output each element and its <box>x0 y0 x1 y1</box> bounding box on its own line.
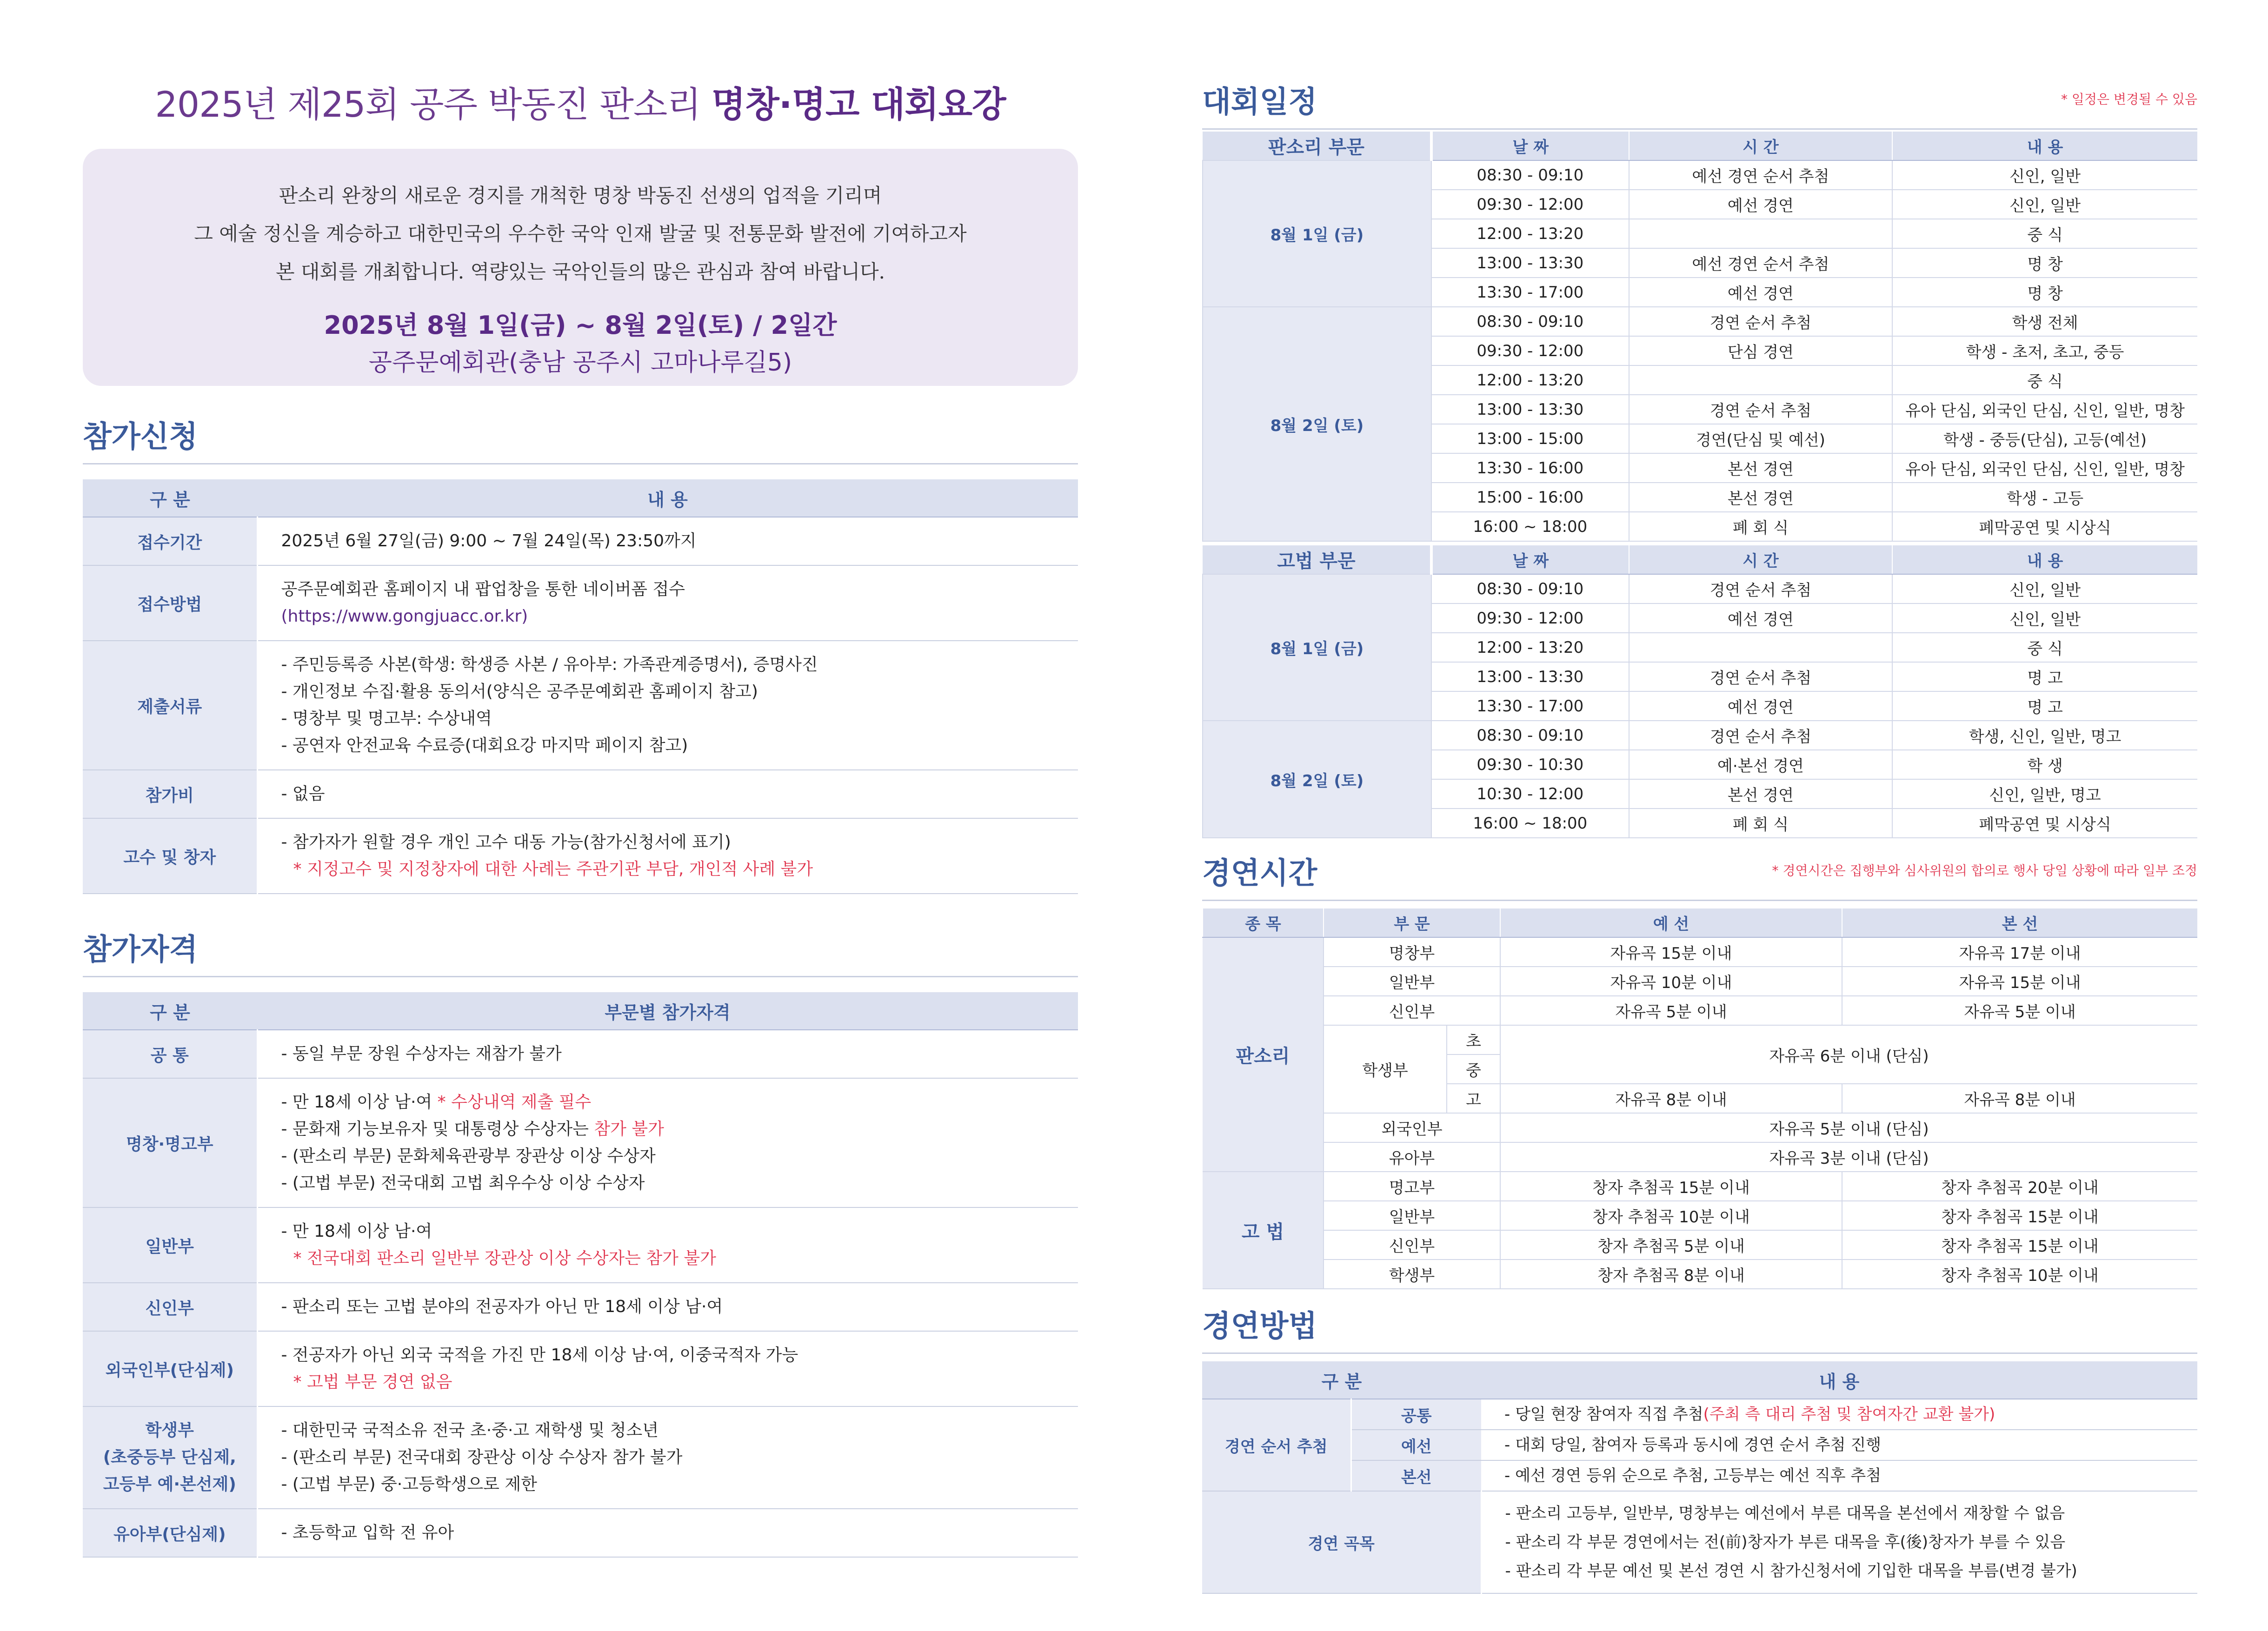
event-cell: 예선 경연 <box>1629 603 1892 633</box>
homepage-link[interactable]: (https://www.gongjuacc.or.kr) <box>281 607 528 626</box>
col-header: 본 선 <box>1842 908 2197 937</box>
intro-line: 그 예술 정신을 계승하고 대한민국의 우수한 국악 인재 발굴 및 전통문화 발전에 기여하고자 <box>194 222 967 245</box>
doc-item: - 주민등록증 사본(학생: 학생증 사본 / 유아부: 가족관계증명서), 증명사진 <box>281 655 818 674</box>
method-text: - 당일 현장 참여자 직접 추첨 <box>1504 1405 1703 1424</box>
qualify-heading: 참가자격 <box>83 931 1078 977</box>
newcomer-value: - 판소리 또는 고법 분야의 전공자가 아닌 만 18세 이상 남·여 <box>257 1283 1078 1331</box>
col-header: 구 분 <box>1202 1361 1481 1399</box>
time-cell: 09:30 - 12:00 <box>1431 336 1629 365</box>
apply-table <box>83 479 1078 894</box>
target-cell: 신인, 일반 <box>1892 160 2197 190</box>
page-title <box>83 79 1078 130</box>
row-label: 경연 순서 추첨 <box>1202 1399 1351 1491</box>
col-header: 구 분 <box>83 992 257 1030</box>
event-dates: 2025년 8월 1일(금) ~ 8월 2일(토) / 2일간 <box>324 311 837 340</box>
event-cell: 경연 순서 추첨 <box>1629 395 1892 424</box>
col-header: 시 간 <box>1629 545 1892 574</box>
col-header: 내 용 <box>257 479 1078 517</box>
merged-cell: 자유곡 3분 이내 (단심) <box>1500 1142 2197 1172</box>
col-header: 부 문 <box>1324 908 1500 937</box>
gosu-line: - 참가자가 원할 경우 개인 고수 대동 가능(참가신청서에 표기) <box>281 833 731 852</box>
date-cell: 8월 2일 (토) <box>1203 721 1431 838</box>
prelim-cell: 창자 추첨곡 15분 이내 <box>1500 1172 1842 1201</box>
row-label: 유아부(단심제) <box>83 1509 257 1557</box>
time-cell: 15:00 - 16:00 <box>1431 483 1629 512</box>
song-rule: - 판소리 각 부문 예선 및 본선 경연 시 참가신청서에 기입한 대목을 부름(변경 불가) <box>1505 1562 2077 1580</box>
div-cell: 명창부 <box>1324 937 1500 967</box>
time-cell: 12:00 - 13:20 <box>1431 219 1629 248</box>
time-cell: 12:00 - 13:20 <box>1431 365 1629 395</box>
target-cell: 중 식 <box>1892 219 2197 248</box>
date-cell: 8월 2일 (토) <box>1203 307 1431 541</box>
col-header: 종 목 <box>1203 908 1324 937</box>
docs-list <box>257 641 1078 770</box>
time-cell: 08:30 - 09:10 <box>1431 160 1629 190</box>
col-header: 내 용 <box>1892 545 2197 574</box>
song-rule: - 판소리 고등부, 일반부, 명창부는 예선에서 부른 대목을 본선에서 재창할 수 없음 <box>1505 1504 2065 1523</box>
event-cell: 본선 경연 <box>1629 483 1892 512</box>
col-header: 예 선 <box>1500 908 1842 937</box>
event-cell: 경연 순서 추첨 <box>1629 721 1892 750</box>
common-method <box>1481 1399 2197 1430</box>
schedule-row <box>1203 160 2197 190</box>
method-text: 공주문예회관 홈페이지 내 팝업창을 통한 네이버폼 접수 <box>281 580 685 599</box>
target-cell: 학 생 <box>1892 750 2197 779</box>
row-label: 제출서류 <box>83 641 257 770</box>
student-line: - (고법 부문) 중·고등학생으로 제한 <box>281 1475 537 1494</box>
target-cell: 학생 - 고등 <box>1892 483 2197 512</box>
col-header: 부문별 참가자격 <box>257 992 1078 1030</box>
target-cell: 유아 단심, 외국인 단심, 신인, 일반, 명창 <box>1892 453 2197 483</box>
schedule-heading <box>1202 84 2197 130</box>
intro-line: 판소리 완창의 새로운 경지를 개척한 명창 박동진 선생의 업적을 기리며 <box>279 184 882 207</box>
target-cell: 학생 - 초저, 초고, 중등 <box>1892 336 2197 365</box>
target-cell: 학생, 신인, 일반, 명고 <box>1892 721 2197 750</box>
prelim-cell: 창자 추첨곡 8분 이내 <box>1500 1260 1842 1289</box>
prelim-method: - 대회 당일, 참여자 등록과 동시에 경연 순서 추첨 진행 <box>1481 1430 2197 1460</box>
time-cell: 09:30 - 12:00 <box>1431 190 1629 219</box>
div-cell: 일반부 <box>1324 1201 1500 1230</box>
target-cell: 폐막공연 및 시상식 <box>1892 809 2197 838</box>
event-cell: 예선 경연 순서 추첨 <box>1629 248 1892 278</box>
schedule-row <box>1203 574 2197 603</box>
div-cell: 외국인부 <box>1324 1113 1500 1142</box>
period-value: 2025년 6월 27일(금) 9:00 ~ 7월 24일(목) 23:50까지 <box>257 517 1078 565</box>
student-qualify <box>257 1406 1078 1509</box>
div-cell: 일반부 <box>1324 967 1500 996</box>
common-value: - 동일 부문 장원 수상자는 재참가 불가 <box>257 1030 1078 1078</box>
final-cell: 자유곡 5분 이내 <box>1842 996 2197 1025</box>
pansori-schedule-table <box>1202 132 2197 542</box>
date-cell: 8월 1일 (금) <box>1203 574 1431 721</box>
target-cell: 폐막공연 및 시상식 <box>1892 512 2197 541</box>
perf-time-note: * 경연시간은 집행부와 심사위원의 합의로 행사 당일 상황에 따라 일부 조정 <box>1772 863 2197 878</box>
general-qualify <box>257 1207 1078 1283</box>
gosu-note: * 지정고수 및 지정창자에 대한 사례는 주관기관 부담, 개인적 사례 불가 <box>293 860 813 879</box>
level-cell: 중 <box>1447 1054 1500 1084</box>
master-note: 참가 불가 <box>594 1120 664 1139</box>
target-cell: 명 창 <box>1892 278 2197 307</box>
doc-item: - 명창부 및 명고부: 수상내역 <box>281 709 492 728</box>
time-cell: 08:30 - 09:10 <box>1431 721 1629 750</box>
master-qualify <box>257 1078 1078 1207</box>
student-label: (초중등부 단심제, <box>103 1448 236 1467</box>
final-cell: 자유곡 17분 이내 <box>1842 937 2197 967</box>
target-cell: 명 고 <box>1892 662 2197 691</box>
time-cell: 13:00 - 13:30 <box>1431 662 1629 691</box>
target-cell: 명 창 <box>1892 248 2197 278</box>
prelim-cell: 창자 추첨곡 10분 이내 <box>1500 1201 1842 1230</box>
title-bold: 명창·명고 대회요강 <box>711 84 1006 125</box>
row-label: 고수 및 창자 <box>83 818 257 894</box>
master-line: - (고법 부문) 전국대회 고법 최우수상 이상 수상자 <box>281 1174 645 1193</box>
row-label: 명창·명고부 <box>83 1078 257 1207</box>
col-header: 시 간 <box>1629 132 1892 160</box>
division-label: 고법 부문 <box>1203 545 1431 574</box>
merged-cell: 자유곡 5분 이내 (단심) <box>1500 1113 2197 1142</box>
final-method: - 예선 경연 등위 순으로 추첨, 고등부는 예선 직후 추첨 <box>1481 1460 2197 1491</box>
div-cell: 신인부 <box>1324 996 1500 1025</box>
method-table <box>1202 1361 2197 1594</box>
time-cell: 12:00 - 13:20 <box>1431 633 1629 662</box>
song-rules <box>1481 1491 2197 1593</box>
schedule-row <box>1203 307 2197 336</box>
time-cell: 09:30 - 12:00 <box>1431 603 1629 633</box>
target-cell: 학생 전체 <box>1892 307 2197 336</box>
intro-line: 본 대회를 개최합니다. 역량있는 국악인들의 많은 관심과 참여 바랍니다. <box>275 260 885 283</box>
event-cell: 경연 순서 추첨 <box>1629 307 1892 336</box>
event-cell: 예선 경연 순서 추첨 <box>1629 160 1892 190</box>
student-line: - 대한민국 국적소유 전국 초·중·고 재학생 및 청소년 <box>281 1421 659 1440</box>
target-cell: 명 고 <box>1892 691 2197 721</box>
foreign-line: - 전공자가 아닌 외국 국적을 가진 만 18세 이상 남·여, 이중국적자 가능 <box>281 1346 798 1365</box>
title-normal: 2025년 제25회 공주 박동진 판소리 <box>155 84 712 125</box>
row-label <box>83 1406 257 1509</box>
doc-item: - 개인정보 수집·활용 동의서(양식은 공주문예회관 홈페이지 참고) <box>281 682 758 701</box>
final-cell: 창자 추첨곡 15분 이내 <box>1842 1201 2197 1230</box>
master-line: - 문화재 기능보유자 및 대통령상 수상자는 <box>281 1120 594 1139</box>
final-cell: 창자 추첨곡 15분 이내 <box>1842 1230 2197 1260</box>
row-label: 일반부 <box>83 1207 257 1283</box>
div-cell: 학생부 <box>1324 1025 1447 1113</box>
event-cell: 단심 경연 <box>1629 336 1892 365</box>
type-label: 고 법 <box>1203 1172 1324 1289</box>
target-cell: 유아 단심, 외국인 단심, 신인, 일반, 명창 <box>1892 395 2197 424</box>
schedule-title: 대회일정 <box>1202 85 1317 119</box>
event-cell: 폐 회 식 <box>1629 512 1892 541</box>
row-label: 경연 곡목 <box>1202 1491 1481 1593</box>
time-cell: 09:30 - 10:30 <box>1431 750 1629 779</box>
final-cell: 자유곡 15분 이내 <box>1842 967 2197 996</box>
row-label: 공 통 <box>83 1030 257 1078</box>
target-cell: 신인, 일반 <box>1892 190 2197 219</box>
kids-value: - 초등학교 입학 전 유아 <box>257 1509 1078 1557</box>
target-cell: 학생 - 중등(단심), 고등(예선) <box>1892 424 2197 453</box>
event-cell <box>1629 219 1892 248</box>
event-cell: 본선 경연 <box>1629 453 1892 483</box>
row-label: 접수방법 <box>83 565 257 641</box>
student-label: 고등부 예·본선제) <box>103 1475 236 1494</box>
event-cell: 예선 경연 <box>1629 278 1892 307</box>
apply-method <box>257 565 1078 641</box>
sub-label: 본선 <box>1351 1460 1481 1491</box>
time-cell: 16:00 ~ 18:00 <box>1431 809 1629 838</box>
sub-label: 공통 <box>1351 1399 1481 1430</box>
general-line: - 만 18세 이상 남·여 <box>281 1222 432 1241</box>
div-cell: 학생부 <box>1324 1260 1500 1289</box>
target-cell: 중 식 <box>1892 365 2197 395</box>
div-cell: 명고부 <box>1324 1172 1500 1201</box>
event-cell: 예·본선 경연 <box>1629 750 1892 779</box>
song-rule: - 판소리 각 부문 경연에서는 전(前)창자가 부른 대목을 후(後)창자가 부를 수 있음 <box>1505 1533 2066 1551</box>
target-cell: 신인, 일반 <box>1892 603 2197 633</box>
doc-item: - 공연자 안전교육 수료증(대회요강 마지막 페이지 참고) <box>281 736 688 755</box>
event-cell: 경연(단심 및 예선) <box>1629 424 1892 453</box>
time-cell: 13:30 - 17:00 <box>1431 691 1629 721</box>
apply-heading: 참가신청 <box>83 418 1078 464</box>
left-page <box>83 79 1078 1558</box>
gosu-info <box>257 818 1078 894</box>
target-cell: 신인, 일반, 명고 <box>1892 779 2197 809</box>
student-line: - (판소리 부문) 전국대회 장관상 이상 수상자 참가 불가 <box>281 1448 683 1467</box>
master-note: * 수상내역 제출 필수 <box>437 1093 592 1112</box>
date-cell: 8월 1일 (금) <box>1203 160 1431 307</box>
time-cell: 13:00 - 13:30 <box>1431 395 1629 424</box>
student-label: 학생부 <box>145 1421 194 1440</box>
event-cell: 본선 경연 <box>1629 779 1892 809</box>
method-note: (주최 측 대리 추첨 및 참여자간 교환 불가) <box>1703 1405 1995 1424</box>
intro-box <box>83 149 1078 386</box>
time-cell: 13:00 - 13:30 <box>1431 248 1629 278</box>
gobeop-schedule-table <box>1202 545 2197 838</box>
final-cell: 자유곡 8분 이내 <box>1842 1084 2197 1113</box>
event-cell: 예선 경연 <box>1629 190 1892 219</box>
div-cell: 유아부 <box>1324 1142 1500 1172</box>
time-cell: 13:30 - 16:00 <box>1431 453 1629 483</box>
event-cell: 예선 경연 <box>1629 691 1892 721</box>
merged-cell: 자유곡 6분 이내 (단심) <box>1500 1025 2197 1084</box>
final-cell: 창자 추첨곡 20분 이내 <box>1842 1172 2197 1201</box>
col-header: 날 짜 <box>1431 132 1629 160</box>
target-cell: 중 식 <box>1892 633 2197 662</box>
event-cell: 경연 순서 추첨 <box>1629 662 1892 691</box>
target-cell: 신인, 일반 <box>1892 574 2197 603</box>
col-header: 내 용 <box>1481 1361 2197 1399</box>
level-cell: 고 <box>1447 1084 1500 1113</box>
time-cell: 13:30 - 17:00 <box>1431 278 1629 307</box>
schedule-row <box>1203 721 2197 750</box>
master-line: - 만 18세 이상 남·여 <box>281 1093 438 1112</box>
col-header: 내 용 <box>1892 132 2197 160</box>
time-cell: 08:30 - 09:10 <box>1431 574 1629 603</box>
prelim-cell: 자유곡 10분 이내 <box>1500 967 1842 996</box>
division-label: 판소리 부문 <box>1203 132 1431 160</box>
qualify-table <box>83 992 1078 1558</box>
prelim-cell: 자유곡 8분 이내 <box>1500 1084 1842 1113</box>
event-cell: 폐 회 식 <box>1629 809 1892 838</box>
event-cell <box>1629 633 1892 662</box>
prelim-cell: 창자 추첨곡 5분 이내 <box>1500 1230 1842 1260</box>
fee-value: - 없음 <box>257 770 1078 818</box>
event-cell: 경연 순서 추첨 <box>1629 574 1892 603</box>
event-venue: 공주문예회관(충남 공주시 고마나루길5) <box>368 349 792 377</box>
perf-time-table <box>1202 908 2197 1289</box>
level-cell: 초 <box>1447 1025 1500 1054</box>
method-heading: 경연방법 <box>1202 1308 2197 1354</box>
row-label: 외국인부(단심제) <box>83 1331 257 1406</box>
perf-time-title: 경연시간 <box>1202 856 1317 891</box>
sub-label: 예선 <box>1351 1430 1481 1460</box>
div-cell: 신인부 <box>1324 1230 1500 1260</box>
right-page <box>1202 79 2197 1594</box>
col-header: 날 짜 <box>1431 545 1629 574</box>
time-cell: 08:30 - 09:10 <box>1431 307 1629 336</box>
foreign-qualify <box>257 1331 1078 1406</box>
perf-time-heading <box>1202 855 2197 901</box>
event-cell <box>1629 365 1892 395</box>
general-note: * 전국대회 판소리 일반부 장관상 이상 수상자는 참가 불가 <box>293 1249 716 1268</box>
final-cell: 창자 추첨곡 10분 이내 <box>1842 1260 2197 1289</box>
row-label: 접수기간 <box>83 517 257 565</box>
type-label: 판소리 <box>1203 937 1324 1172</box>
row-label: 신인부 <box>83 1283 257 1331</box>
master-line: - (판소리 부문) 문화체육관광부 장관상 이상 수상자 <box>281 1147 656 1166</box>
time-cell: 10:30 - 12:00 <box>1431 779 1629 809</box>
prelim-cell: 자유곡 15분 이내 <box>1500 937 1842 967</box>
time-cell: 13:00 - 15:00 <box>1431 424 1629 453</box>
row-label: 참가비 <box>83 770 257 818</box>
prelim-cell: 자유곡 5분 이내 <box>1500 996 1842 1025</box>
time-cell: 16:00 ~ 18:00 <box>1431 512 1629 541</box>
col-header: 구 분 <box>83 479 257 517</box>
foreign-note: * 고법 부문 경연 없음 <box>293 1372 452 1392</box>
schedule-note: * 일정은 변경될 수 있음 <box>2061 92 2197 107</box>
